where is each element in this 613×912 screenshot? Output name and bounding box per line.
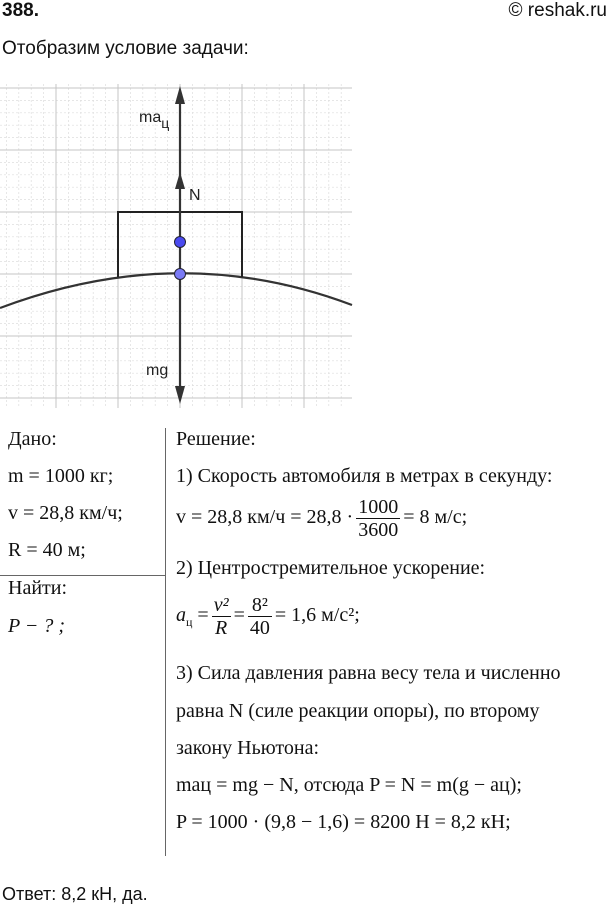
find-title: Найти: xyxy=(8,577,68,599)
f2-eq2: = xyxy=(233,604,245,627)
step2-text: 2) Центростремительное ускорение: xyxy=(176,557,486,579)
given-title: Дано: xyxy=(8,428,57,450)
f2-a: a xyxy=(176,604,186,627)
step3-line1: 3) Сила давления равна весу тела и численно xyxy=(176,662,561,684)
f2-num1: v² xyxy=(213,594,229,616)
problem-number: 388. xyxy=(2,0,39,21)
f2-den1: R xyxy=(215,617,228,639)
step3-line2: равна N (силе реакции опоры), по второму xyxy=(176,700,540,722)
f1-num: 1000 xyxy=(358,496,399,518)
given-r: R = 40 м; xyxy=(8,539,86,561)
label-ma: maц xyxy=(139,109,170,131)
f2-num2: 8² xyxy=(248,594,272,617)
f2-right: = 1,6 м/с²; xyxy=(274,604,360,627)
given-v: v = 28,8 км/ч; xyxy=(8,502,123,524)
f1-den: 3600 xyxy=(358,519,399,541)
answer: Ответ: 8,2 кН, да. xyxy=(2,884,148,904)
formula-accel xyxy=(176,594,360,639)
formula-result: P = 1000 · (9,8 − 1,6) = 8200 Н = 8,2 кН; xyxy=(176,811,511,833)
intro-text: Отобразим условие задачи: xyxy=(2,38,249,59)
arrow-ma-icon xyxy=(175,86,185,104)
center-dot xyxy=(175,237,186,248)
f2-sub: ц xyxy=(186,615,193,630)
formula-velocity xyxy=(176,496,467,541)
given-m: m = 1000 кг; xyxy=(8,465,114,487)
force-diagram xyxy=(0,82,355,412)
label-n: N xyxy=(189,187,201,204)
f1-left: v = 28,8 км/ч = 28,8 · xyxy=(176,506,354,529)
label-mg: mg xyxy=(146,362,169,379)
column-divider xyxy=(165,428,166,856)
arrow-mg-icon xyxy=(175,386,185,404)
f2-eq1: = xyxy=(197,604,209,627)
given-divider xyxy=(0,575,165,576)
contact-dot xyxy=(175,269,186,280)
find-value: P − ? ; xyxy=(8,615,66,637)
formula-newton: maц = mg − N, отсюда P = N = m(g − aц); xyxy=(176,774,522,796)
solution-title: Решение: xyxy=(176,428,256,450)
copyright: © reshak.ru xyxy=(508,0,607,21)
f2-den2: 40 xyxy=(249,617,270,639)
f1-right: = 8 м/с; xyxy=(403,506,468,529)
step1-text: 1) Скорость автомобиля в метрах в секунду: xyxy=(176,465,553,487)
step3-line3: закону Ньютона: xyxy=(176,737,320,759)
